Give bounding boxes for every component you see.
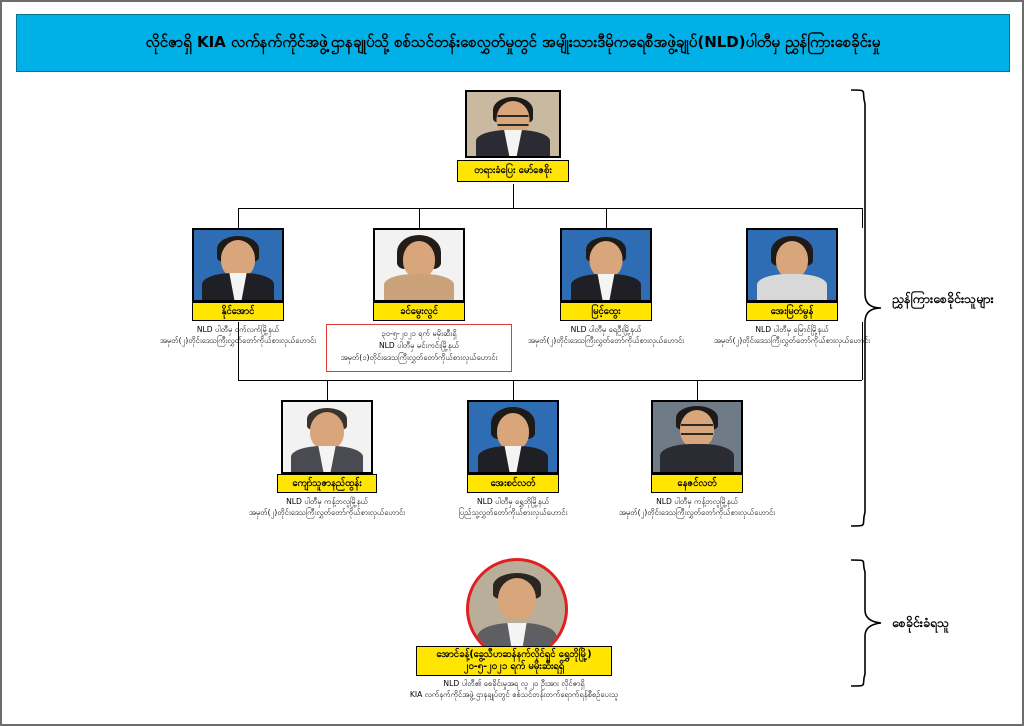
connector-level2-drop-2 <box>419 208 420 228</box>
nameplate-level2-4: အေးမြတ်မွန် <box>746 302 838 321</box>
page-title: လိုင်ဇာရှိ KIA လက်နက်ကိုင်အဖွဲ့ဌာနချုပ်သို့ စစ်သင်တန်းစေလွှတ်မှုတွင် အမျိုးသားဒီမိုကရေစီအဖွဲ့ချုပ်(NLD)ပါတီမှ ညွှန်ကြားစေခိုင်းမှု <box>145 33 881 52</box>
caption-line: အမှတ်(၂)တိုင်းဒေသကြီးလွှတ်တော်ကိုယ်စားလှယ်ဟောင်း <box>618 508 776 518</box>
nameplate-level3-3: နေဇင်လတ် <box>651 474 743 493</box>
caption-line: အမှတ်(၂)တိုင်းဒေသကြီးလွှတ်တော်ကိုယ်စားလှယ်ဟောင်း <box>527 336 685 346</box>
caption-level2-3 <box>506 324 706 347</box>
caption-level2-4 <box>692 324 892 347</box>
connector-level3-bus <box>238 380 862 381</box>
photo-ayemyatmon <box>746 228 838 302</box>
nameplate-line: ၂၀-၅-၂၀၂၁ ရက် မမိုးဆီးရရှိ <box>463 661 565 672</box>
photo-khinmwaylwin <box>373 228 465 302</box>
redbox-note-level2-2 <box>326 324 512 372</box>
caption-line: NLD ပါတီမှ ကန့်ဘလူမြို့နယ် <box>286 497 368 506</box>
caption-line: အမှတ်(၂)တိုင်းဒေသကြီးလွှတ်တော်ကိုယ်စားလှယ်ဟောင်း <box>248 508 406 518</box>
page-title-banner <box>16 14 1010 72</box>
brace-top <box>847 88 887 528</box>
connector-root-down <box>513 184 514 208</box>
nameplate-level2-1: နိုင်အောင် <box>192 302 284 321</box>
nameplate-level3-2: အေးစင်လတ် <box>467 474 559 493</box>
nameplate-line: အောင်ခန့်(ခွေ့သီဟဆန်နက်လိုင်ရှင် ရွှေဘိုမြို့) <box>436 649 592 661</box>
caption-line: NLD ပါတီမှ ဝက်လက်မြို့နယ် <box>196 325 280 334</box>
connector-level2-drop-1 <box>238 208 239 228</box>
side-label-bottom: စေခိုင်းခံရသူ <box>892 615 950 630</box>
side-label-top: ညွှန်ကြားစေခိုင်းသူများ <box>892 291 994 306</box>
nameplate-level2-3: မြင့်ထွေး <box>560 302 652 321</box>
photo-mawsoe <box>465 90 561 158</box>
caption-line: NLD ပါတီမှ ရေဦးမြို့နယ် <box>570 325 642 334</box>
caption-level4-1 <box>334 678 694 701</box>
connector-level3-drop-1 <box>327 380 328 400</box>
nameplate-level1-1: တရားခံပြေး မော်ဇေစိုး <box>457 160 569 182</box>
connector-level2-bus <box>238 208 862 209</box>
nameplate-level3-1: ကျော်သူဇာနည်ထွန်း <box>277 474 377 493</box>
caption-level2-1 <box>138 324 338 347</box>
caption-level3-2 <box>413 496 613 519</box>
caption-line: NLD ပါတီမှ ရွှေဘိုမြို့နယ် <box>477 497 549 506</box>
caption-line: ပြည်သူ့လွှတ်တော်ကိုယ်စားလှယ်ဟောင်း <box>458 508 568 518</box>
caption-line: NLD ပါတီမှ မြောင်မြို့နယ် <box>755 325 829 334</box>
redbox-line: အမှတ်(၁)တိုင်းဒေသကြီးလွှတ်တော်ကိုယ်စားလှယ်ဟောင်း <box>340 352 498 362</box>
caption-line: အမှတ်(၂)တိုင်းဒေသကြီးလွှတ်တော်ကိုယ်စားလှယ်ဟောင်း <box>713 336 871 346</box>
caption-level3-1 <box>227 496 427 519</box>
redbox-line: ၃၀-၅-၂၀၂၁ ရက် မမိုးဆီးရှိ <box>381 329 457 338</box>
connector-level3-drop-3 <box>697 380 698 400</box>
nameplate-level2-2: ခင်မွေးလွင် <box>373 302 465 321</box>
connector-level2-drop-3 <box>606 208 607 228</box>
connector-level3-drop-2 <box>513 380 514 400</box>
caption-line: NLD ပါတီ၏ စေခိုင်းမှုအရ လူ ၂၀ ဦးအား လိုင်ဇာရှိ <box>443 679 585 688</box>
photo-naingaung <box>192 228 284 302</box>
caption-level3-3 <box>597 496 797 519</box>
photo-aungkhant-highlighted <box>466 558 568 660</box>
photo-ayesinlat <box>467 400 559 474</box>
brace-bottom <box>847 558 887 688</box>
caption-line: NLD ပါတီမှ ကန့်ဘလူမြို့နယ် <box>656 497 738 506</box>
photo-kyawthuzanaydhtun <box>281 400 373 474</box>
photo-nayzinlat <box>651 400 743 474</box>
caption-line: အမှတ်(၂)တိုင်းဒေသကြီးလွှတ်တော်ကိုယ်စားလှယ်ဟောင်း <box>159 336 317 346</box>
photo-myinthwe <box>560 228 652 302</box>
caption-line: KIA လက်နက်ကိုင်အဖွဲ့ ဌာနချုပ်တွင် စစ်သင်တန်းတက်ရောက်ရန်စီစဉ်ပေးသူ <box>409 690 619 700</box>
nameplate-level4-1 <box>416 646 612 676</box>
redbox-line: NLD ပါတီမှ မင်းကင်းမြို့နယ် <box>378 340 460 350</box>
